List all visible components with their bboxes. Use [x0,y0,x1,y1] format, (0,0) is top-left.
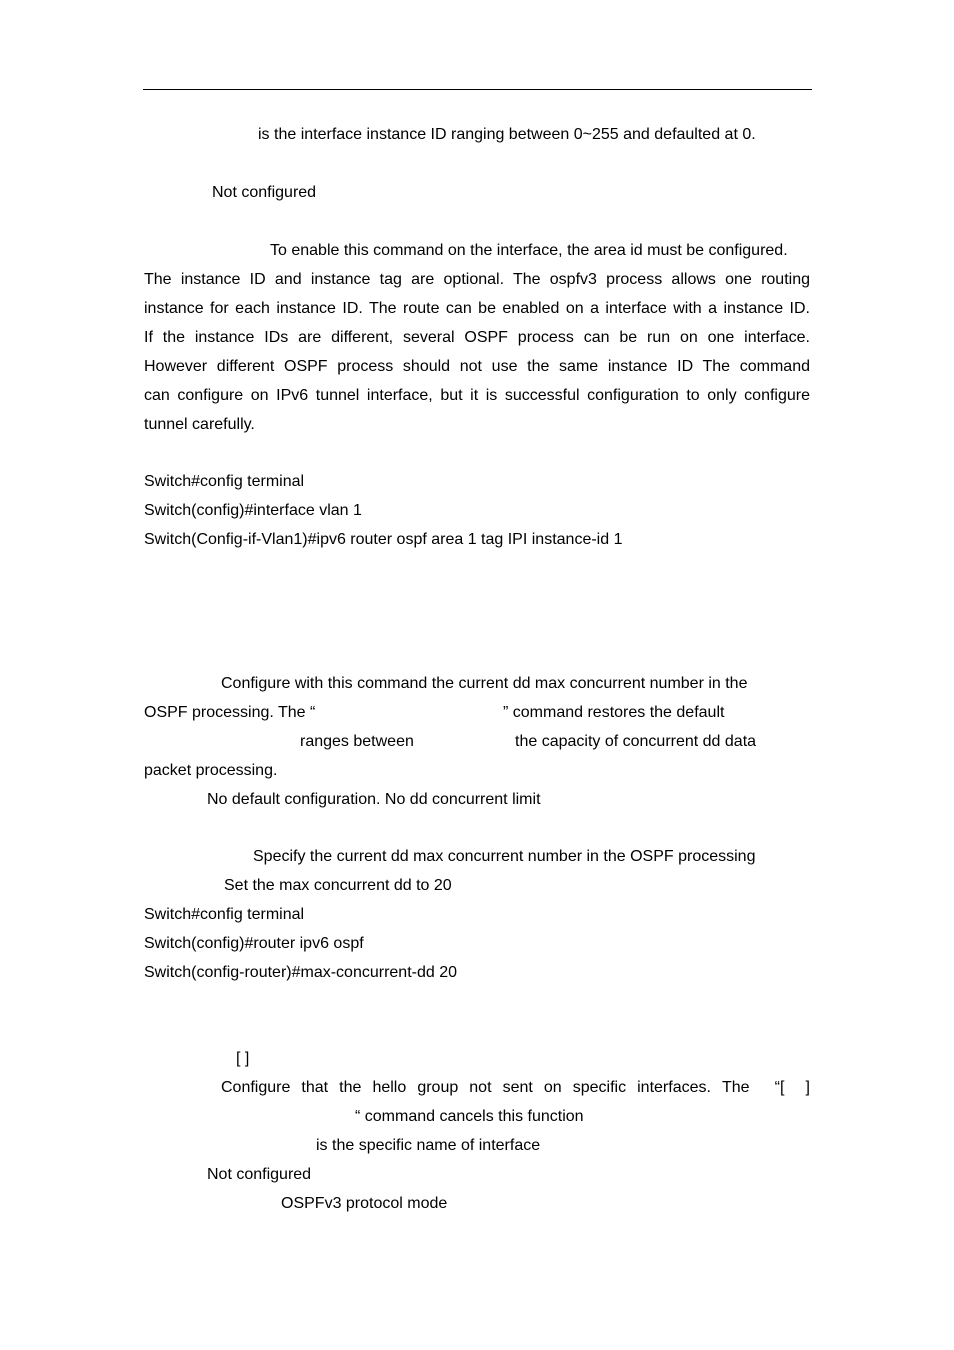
default-value: Not configured [207,1166,312,1183]
usage-line-1: To enable this command on the interface, the area id must be configured. [270,242,788,259]
function-word: Configure [221,1079,291,1096]
function-word: group [417,1079,459,1096]
function-word: on [543,1079,562,1096]
function-word: hello [372,1079,407,1096]
parameter-line-2: packet processing. [144,762,278,779]
example-line: Switch#config terminal [144,473,305,490]
example-line: Switch(config)#router ipv6 ospf [144,935,364,952]
syntax-brackets: [ ] [236,1050,250,1067]
usage-line-5: However different OSPF process should not use the same instance ID The command [144,358,810,375]
function-line-2a: OSPF processing. The “ [144,704,316,721]
usage-line-4: If the instance IDs are different, several OSPF process can be run on one interface. [144,329,810,346]
usage-line-6: can configure on IPv6 tunnel interface, but it is successful configuration to only configure [144,387,810,404]
example-line: Switch(Config-if-Vlan1)#ipv6 router ospf area 1 tag IPI instance-id 1 [144,531,623,548]
usage-line-7: tunnel carefully. [144,416,255,433]
example-line: Switch(config-router)#max-concurrent-dd 20 [144,964,458,981]
command-mode: OSPFv3 protocol mode [281,1195,448,1212]
usage-line-3: instance for each instance ID. The route can be enabled on a interface with a instance ID. [144,300,810,317]
default-value: No default configuration. No dd concurrent limit [207,791,541,808]
parameter-fragment-1: ranges between [300,733,414,750]
function-word: that [301,1079,329,1096]
usage-line-2: The instance ID and instance tag are optional. The ospfv3 process allows one routing [144,271,810,288]
default-value: Not configured [212,184,317,201]
function-word: The [721,1079,750,1096]
function-line-2b: ” command restores the default [503,704,725,721]
parameter-description: is the specific name of interface [316,1137,541,1154]
example-title: Set the max concurrent dd to 20 [224,877,452,894]
function-word: “[ [774,1079,785,1096]
header-rule [143,89,812,90]
function-line-2: “ command cancels this function [355,1108,584,1125]
usage-line: Specify the current dd max concurrent number in the OSPF processing [253,848,756,865]
function-line-1: Configure with this command the current dd max concurrent number in the [221,675,748,692]
function-word: the [339,1079,362,1096]
function-word: specific [572,1079,627,1096]
function-word: sent [502,1079,533,1096]
function-word: not [469,1079,492,1096]
example-line: Switch(config)#interface vlan 1 [144,502,362,519]
function-word: interfaces. [637,1079,711,1096]
example-line: Switch#config terminal [144,906,305,923]
function-line-1 [221,1078,810,1097]
function-word: ] [805,1079,810,1096]
parameter-fragment-2: the capacity of concurrent dd data [515,733,757,750]
parameter-description: is the interface instance ID ranging between 0~255 and defaulted at 0. [258,126,756,143]
